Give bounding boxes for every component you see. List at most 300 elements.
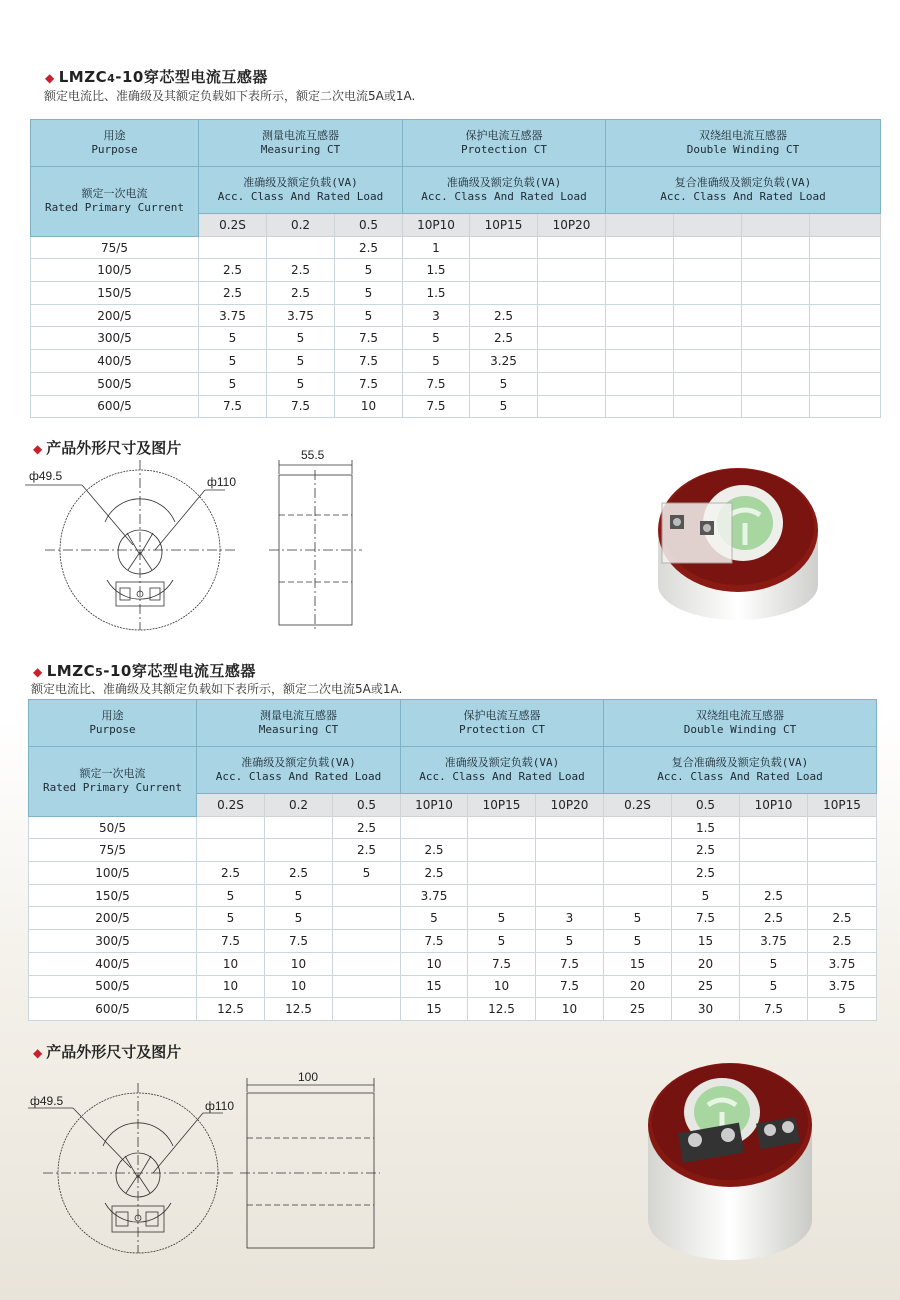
- load-value-cell: 5: [468, 930, 536, 953]
- acc-header-measuring: [199, 167, 403, 214]
- load-value-cell: [536, 816, 604, 839]
- load-value-cell: [810, 372, 881, 395]
- load-value-cell: 2.5: [401, 862, 468, 885]
- load-value-cell: [265, 816, 333, 839]
- accuracy-class-header: 10P10: [740, 794, 808, 817]
- double-header: [606, 120, 881, 167]
- load-value-cell: [808, 839, 877, 862]
- load-value-cell: [674, 236, 742, 259]
- rated-current-cell: 75/5: [31, 236, 199, 259]
- load-value-cell: 5: [536, 930, 604, 953]
- title-sub: 4: [107, 72, 116, 85]
- section2-title: [33, 660, 256, 681]
- load-value-cell: 12.5: [197, 998, 265, 1021]
- load-value-cell: 2.5: [470, 304, 538, 327]
- table-row: [29, 884, 877, 907]
- accuracy-class-header: 10P15: [468, 794, 536, 817]
- load-value-cell: 7.5: [265, 930, 333, 953]
- load-value-cell: 5: [740, 952, 808, 975]
- rated-current-cell: 150/5: [29, 884, 197, 907]
- load-value-cell: [742, 282, 810, 305]
- accuracy-class-header: [606, 214, 674, 237]
- accuracy-class-header: 10P20: [536, 794, 604, 817]
- load-value-cell: [674, 327, 742, 350]
- load-value-cell: 3.75: [808, 975, 877, 998]
- load-value-cell: [538, 327, 606, 350]
- measuring-cn: 测量电流互感器: [260, 709, 337, 722]
- load-value-cell: 1.5: [403, 259, 470, 282]
- table-row: [29, 975, 877, 998]
- accuracy-class-header: 10P20: [538, 214, 606, 237]
- load-value-cell: 2.5: [267, 259, 335, 282]
- load-value-cell: 5: [401, 907, 468, 930]
- double-en: Double Winding CT: [683, 723, 797, 736]
- table-row: [31, 304, 881, 327]
- load-value-cell: 5: [265, 884, 333, 907]
- load-value-cell: [810, 236, 881, 259]
- title-suffix: -10穿芯型电流互感器: [115, 68, 268, 86]
- load-value-cell: 5: [470, 395, 538, 418]
- load-value-cell: [333, 907, 401, 930]
- comp-header-double: [604, 747, 877, 794]
- load-value-cell: 20: [672, 952, 740, 975]
- table-row: [29, 998, 877, 1021]
- load-value-cell: 3: [536, 907, 604, 930]
- acc-header-protection: [403, 167, 606, 214]
- load-value-cell: 7.5: [403, 372, 470, 395]
- load-value-cell: 7.5: [536, 952, 604, 975]
- rated-current-cell: 200/5: [29, 907, 197, 930]
- load-value-cell: 25: [672, 975, 740, 998]
- dims-title-text: 产品外形尺寸及图片: [46, 439, 182, 457]
- load-value-cell: 12.5: [265, 998, 333, 1021]
- accuracy-class-header: 0.5: [335, 214, 403, 237]
- load-value-cell: 5: [403, 350, 470, 373]
- load-value-cell: [810, 282, 881, 305]
- load-value-cell: 7.5: [335, 327, 403, 350]
- load-value-cell: 5: [197, 884, 265, 907]
- table-row: [29, 816, 877, 839]
- table-row: [29, 839, 877, 862]
- load-value-cell: 10: [265, 952, 333, 975]
- purpose-cn: 用途: [103, 129, 126, 142]
- load-value-cell: 2.5: [265, 862, 333, 885]
- load-value-cell: 2.5: [335, 236, 403, 259]
- load-value-cell: [536, 884, 604, 907]
- load-value-cell: 5: [335, 259, 403, 282]
- accuracy-class-header: 0.2: [267, 214, 335, 237]
- measuring-en: Measuring CT: [258, 723, 339, 736]
- load-value-cell: [742, 395, 810, 418]
- product-photo-2: [640, 1050, 820, 1265]
- accuracy-class-header: 0.5: [333, 794, 401, 817]
- load-value-cell: 10: [468, 975, 536, 998]
- table-row: [29, 930, 877, 953]
- accuracy-class-header: 0.2S: [199, 214, 267, 237]
- acc-header-protection: [401, 747, 604, 794]
- protection-cn: 保护电流互感器: [463, 709, 541, 722]
- acc-header-measuring: [197, 747, 401, 794]
- load-value-cell: 3.75: [199, 304, 267, 327]
- rated-current-cell: 500/5: [31, 372, 199, 395]
- rated-current-cell: 500/5: [29, 975, 197, 998]
- rated-current-cell: 600/5: [31, 395, 199, 418]
- accuracy-class-header: 0.2: [265, 794, 333, 817]
- dim-outer-label: ф110: [205, 1099, 235, 1113]
- load-value-cell: [267, 236, 335, 259]
- load-value-cell: 7.5: [197, 930, 265, 953]
- load-value-cell: 15: [401, 998, 468, 1021]
- spec-table-2: [28, 699, 877, 1021]
- load-value-cell: 2.5: [401, 839, 468, 862]
- rated-current-cell: 100/5: [29, 862, 197, 885]
- acc-en: Acc. Class And Rated Load: [657, 770, 823, 783]
- load-value-cell: [197, 839, 265, 862]
- load-value-cell: [740, 816, 808, 839]
- load-value-cell: [199, 236, 267, 259]
- load-value-cell: [742, 350, 810, 373]
- load-value-cell: 5: [468, 907, 536, 930]
- table-row: [31, 327, 881, 350]
- load-value-cell: 3.25: [470, 350, 538, 373]
- load-value-cell: [674, 282, 742, 305]
- load-value-cell: 3.75: [267, 304, 335, 327]
- load-value-cell: [810, 259, 881, 282]
- protection-cn: 保护电流互感器: [465, 129, 543, 142]
- load-value-cell: 5: [604, 907, 672, 930]
- load-value-cell: 10: [265, 975, 333, 998]
- load-value-cell: [674, 350, 742, 373]
- acc-cn: 准确级及额定负载(VA): [241, 756, 356, 769]
- section1-title: [45, 66, 268, 87]
- load-value-cell: [606, 350, 674, 373]
- load-value-cell: [538, 282, 606, 305]
- load-value-cell: 5: [199, 350, 267, 373]
- load-value-cell: [536, 862, 604, 885]
- purpose-header: [29, 700, 197, 747]
- load-value-cell: [538, 259, 606, 282]
- table-row: [29, 907, 877, 930]
- rated-en: Rated Primary Current: [42, 781, 183, 795]
- double-cn: 双绕组电流互感器: [699, 129, 788, 142]
- dims-title-2: [33, 1041, 181, 1062]
- load-value-cell: 5: [335, 304, 403, 327]
- table-row: [31, 259, 881, 282]
- title-prefix: LMZC: [58, 68, 108, 86]
- accuracy-class-header: 0.2S: [197, 794, 265, 817]
- load-value-cell: 2.5: [740, 884, 808, 907]
- load-value-cell: 2.5: [470, 327, 538, 350]
- load-value-cell: [197, 816, 265, 839]
- load-value-cell: [674, 259, 742, 282]
- load-value-cell: 7.5: [740, 998, 808, 1021]
- load-value-cell: [674, 304, 742, 327]
- load-value-cell: [606, 282, 674, 305]
- load-value-cell: 15: [672, 930, 740, 953]
- load-value-cell: [604, 884, 672, 907]
- load-value-cell: [333, 975, 401, 998]
- rated-cn: 额定一次电流: [81, 187, 148, 201]
- load-value-cell: 2.5: [672, 839, 740, 862]
- protection-en: Protection CT: [458, 723, 546, 736]
- load-value-cell: [808, 884, 877, 907]
- rated-cn: 额定一次电流: [79, 767, 146, 781]
- measuring-header: [197, 700, 401, 747]
- load-value-cell: [333, 884, 401, 907]
- load-value-cell: 1.5: [672, 816, 740, 839]
- purpose-header: [31, 120, 199, 167]
- dims-title-1: [33, 437, 181, 458]
- load-value-cell: 1: [403, 236, 470, 259]
- load-value-cell: 7.5: [267, 395, 335, 418]
- comp-header-double: [606, 167, 881, 214]
- dim-width-label: 55.5: [301, 448, 325, 462]
- load-value-cell: 15: [401, 975, 468, 998]
- load-value-cell: [265, 839, 333, 862]
- acc-en: Acc. Class And Rated Load: [421, 190, 587, 203]
- dimension-drawing-2: [28, 1068, 388, 1253]
- rated-current-header: [31, 167, 199, 237]
- table-row: [31, 395, 881, 418]
- load-value-cell: [742, 327, 810, 350]
- load-value-cell: 5: [740, 975, 808, 998]
- measuring-header: [199, 120, 403, 167]
- accuracy-class-header: [810, 214, 881, 237]
- load-value-cell: [468, 862, 536, 885]
- acc-en: Acc. Class And Rated Load: [217, 190, 384, 203]
- purpose-en: Purpose: [89, 723, 136, 736]
- load-value-cell: 7.5: [335, 350, 403, 373]
- load-value-cell: [606, 395, 674, 418]
- load-value-cell: [808, 862, 877, 885]
- load-value-cell: 2.5: [197, 862, 265, 885]
- rated-current-cell: 400/5: [31, 350, 199, 373]
- load-value-cell: 5: [267, 350, 335, 373]
- load-value-cell: 10: [536, 998, 604, 1021]
- load-value-cell: [742, 259, 810, 282]
- accuracy-class-header: 10P10: [401, 794, 468, 817]
- load-value-cell: 5: [604, 930, 672, 953]
- acc-cn: 准确级及额定负载(VA): [444, 756, 560, 769]
- accuracy-class-header: 10P10: [403, 214, 470, 237]
- double-en: Double Winding CT: [686, 143, 800, 156]
- table-row: [31, 350, 881, 373]
- acc-cn: 准确级及额定负载(VA): [446, 176, 562, 189]
- load-value-cell: [604, 839, 672, 862]
- load-value-cell: 2.5: [333, 816, 401, 839]
- load-value-cell: 7.5: [403, 395, 470, 418]
- load-value-cell: 7.5: [536, 975, 604, 998]
- load-value-cell: 2.5: [199, 282, 267, 305]
- load-value-cell: 30: [672, 998, 740, 1021]
- rated-current-cell: 400/5: [29, 952, 197, 975]
- dims-title-text: 产品外形尺寸及图片: [46, 1043, 182, 1061]
- table-row: [31, 236, 881, 259]
- accuracy-class-header: 10P15: [808, 794, 877, 817]
- load-value-cell: [606, 259, 674, 282]
- accuracy-class-header: 0.5: [672, 794, 740, 817]
- acc-en: Acc. Class And Rated Load: [660, 190, 826, 203]
- load-value-cell: 7.5: [468, 952, 536, 975]
- load-value-cell: [742, 236, 810, 259]
- load-value-cell: [606, 372, 674, 395]
- rated-current-cell: 150/5: [31, 282, 199, 305]
- protection-en: Protection CT: [460, 143, 548, 156]
- load-value-cell: [538, 372, 606, 395]
- load-value-cell: [674, 395, 742, 418]
- load-value-cell: 5: [470, 372, 538, 395]
- load-value-cell: [401, 816, 468, 839]
- load-value-cell: [468, 816, 536, 839]
- load-value-cell: 2.5: [333, 839, 401, 862]
- load-value-cell: 5: [672, 884, 740, 907]
- rated-current-cell: 50/5: [29, 816, 197, 839]
- load-value-cell: [740, 839, 808, 862]
- load-value-cell: [604, 816, 672, 839]
- load-value-cell: [742, 372, 810, 395]
- table-row: [31, 372, 881, 395]
- load-value-cell: [604, 862, 672, 885]
- title-suffix: -10穿芯型电流互感器: [103, 662, 256, 680]
- title-sub: 5: [95, 666, 104, 679]
- comp-cn: 复合准确级及额定负载(VA): [674, 176, 812, 189]
- rated-current-cell: 300/5: [31, 327, 199, 350]
- rated-current-cell: 100/5: [31, 259, 199, 282]
- load-value-cell: [740, 862, 808, 885]
- load-value-cell: 5: [808, 998, 877, 1021]
- load-value-cell: 10: [197, 975, 265, 998]
- load-value-cell: 3.75: [808, 952, 877, 975]
- load-value-cell: 5: [199, 327, 267, 350]
- load-value-cell: [470, 236, 538, 259]
- load-value-cell: [538, 304, 606, 327]
- load-value-cell: [810, 395, 881, 418]
- load-value-cell: [470, 282, 538, 305]
- rated-current-cell: 300/5: [29, 930, 197, 953]
- rated-en: Rated Primary Current: [44, 201, 185, 215]
- measuring-en: Measuring CT: [260, 143, 341, 156]
- load-value-cell: 5: [403, 327, 470, 350]
- load-value-cell: 15: [604, 952, 672, 975]
- rated-current-cell: 600/5: [29, 998, 197, 1021]
- purpose-en: Purpose: [91, 143, 138, 156]
- dim-inner-label: ф49.5: [29, 469, 63, 483]
- dim-width-label: 100: [298, 1070, 319, 1084]
- title-prefix: LMZC: [46, 662, 96, 680]
- accuracy-class-header: 0.2S: [604, 794, 672, 817]
- rated-current-cell: 75/5: [29, 839, 197, 862]
- acc-en: Acc. Class And Rated Load: [419, 770, 585, 783]
- load-value-cell: [810, 327, 881, 350]
- load-value-cell: 5: [267, 327, 335, 350]
- double-header: [604, 700, 877, 747]
- load-value-cell: 5: [333, 862, 401, 885]
- load-value-cell: [538, 395, 606, 418]
- load-value-cell: 5: [199, 372, 267, 395]
- load-value-cell: 7.5: [401, 930, 468, 953]
- double-cn: 双绕组电流互感器: [696, 709, 785, 722]
- load-value-cell: 20: [604, 975, 672, 998]
- load-value-cell: 3.75: [401, 884, 468, 907]
- accuracy-class-header: 10P15: [470, 214, 538, 237]
- load-value-cell: 10: [197, 952, 265, 975]
- load-value-cell: 2.5: [808, 930, 877, 953]
- load-value-cell: 2.5: [808, 907, 877, 930]
- load-value-cell: 5: [197, 907, 265, 930]
- load-value-cell: 7.5: [672, 907, 740, 930]
- dim-outer-label: ф110: [207, 475, 237, 489]
- purpose-cn: 用途: [101, 709, 124, 722]
- load-value-cell: [333, 952, 401, 975]
- rated-current-cell: 200/5: [31, 304, 199, 327]
- diamond-bullet-icon: ◆: [33, 442, 43, 456]
- load-value-cell: 2.5: [672, 862, 740, 885]
- load-value-cell: [538, 236, 606, 259]
- load-value-cell: 2.5: [740, 907, 808, 930]
- load-value-cell: 7.5: [199, 395, 267, 418]
- load-value-cell: 5: [267, 372, 335, 395]
- load-value-cell: 1.5: [403, 282, 470, 305]
- protection-header: [403, 120, 606, 167]
- section1-subtitle: 额定电流比、准确级及其额定负载如下表所示，额定二次电流5A或1A.: [44, 89, 416, 103]
- load-value-cell: [674, 372, 742, 395]
- load-value-cell: 12.5: [468, 998, 536, 1021]
- load-value-cell: [333, 998, 401, 1021]
- load-value-cell: [468, 884, 536, 907]
- diamond-bullet-icon: ◆: [45, 71, 55, 85]
- diamond-bullet-icon: ◆: [33, 1046, 43, 1060]
- load-value-cell: 5: [265, 907, 333, 930]
- load-value-cell: 10: [401, 952, 468, 975]
- protection-header: [401, 700, 604, 747]
- load-value-cell: 7.5: [335, 372, 403, 395]
- load-value-cell: [742, 304, 810, 327]
- load-value-cell: [606, 327, 674, 350]
- acc-cn: 准确级及额定负载(VA): [243, 176, 358, 189]
- table-row: [29, 862, 877, 885]
- load-value-cell: [810, 350, 881, 373]
- section2-subtitle: 额定电流比、准确级及其额定负载如下表所示，额定二次电流5A或1A.: [31, 682, 403, 696]
- load-value-cell: [468, 839, 536, 862]
- load-value-cell: 10: [335, 395, 403, 418]
- load-value-cell: 3.75: [740, 930, 808, 953]
- load-value-cell: 3: [403, 304, 470, 327]
- load-value-cell: [606, 304, 674, 327]
- product-photo-1: [650, 455, 825, 625]
- comp-cn: 复合准确级及额定负载(VA): [671, 756, 809, 769]
- load-value-cell: 5: [335, 282, 403, 305]
- load-value-cell: [606, 236, 674, 259]
- dim-inner-label: ф49.5: [30, 1094, 64, 1108]
- load-value-cell: 25: [604, 998, 672, 1021]
- rated-current-header: [29, 747, 197, 817]
- load-value-cell: [538, 350, 606, 373]
- load-value-cell: [810, 304, 881, 327]
- accuracy-class-header: [742, 214, 810, 237]
- measuring-cn: 测量电流互感器: [262, 129, 339, 142]
- spec-table-1: [30, 119, 881, 418]
- diamond-bullet-icon: ◆: [33, 665, 43, 679]
- load-value-cell: 2.5: [199, 259, 267, 282]
- acc-en: Acc. Class And Rated Load: [215, 770, 382, 783]
- table-row: [29, 952, 877, 975]
- load-value-cell: [536, 839, 604, 862]
- load-value-cell: [333, 930, 401, 953]
- load-value-cell: 2.5: [267, 282, 335, 305]
- load-value-cell: [808, 816, 877, 839]
- accuracy-class-header: [674, 214, 742, 237]
- load-value-cell: [470, 259, 538, 282]
